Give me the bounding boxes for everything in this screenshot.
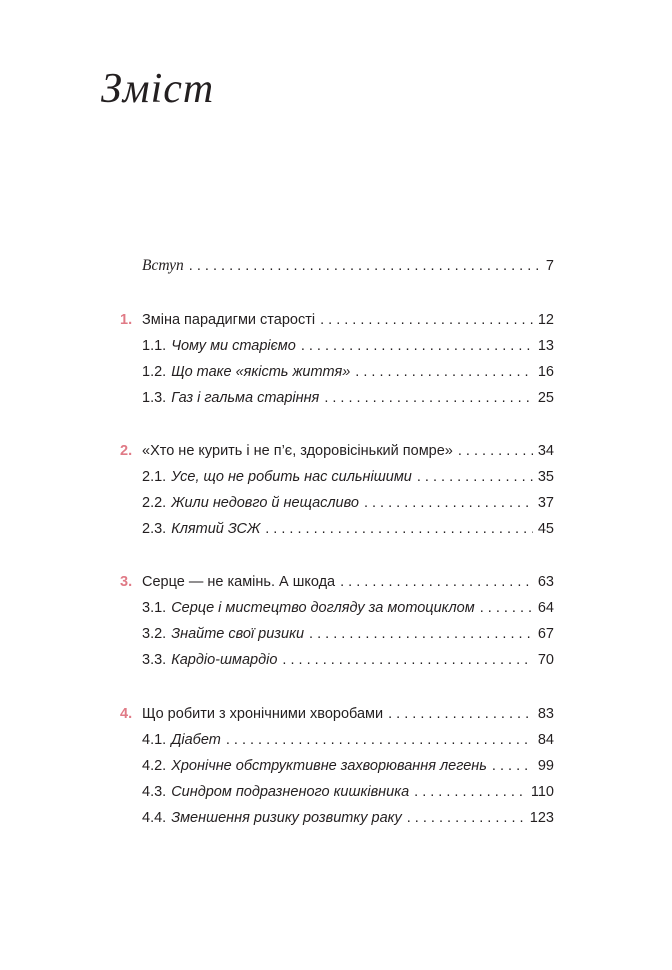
section-title: Серце і мистецтво догляду за мотоциклом xyxy=(171,600,475,616)
toc-leader-dots xyxy=(320,309,533,331)
toc-leader-dots xyxy=(407,807,525,829)
toc-leader-dots xyxy=(458,440,533,462)
toc-chapter-4[interactable] xyxy=(120,703,554,725)
toc-chapter-2[interactable] xyxy=(120,440,554,462)
toc-page-number: 70 xyxy=(537,652,554,668)
toc-section-2-2[interactable] xyxy=(120,492,554,514)
toc-entry-intro[interactable] xyxy=(120,255,554,277)
toc-section-3-3[interactable] xyxy=(120,649,554,671)
toc-section-4-2[interactable] xyxy=(120,755,554,777)
toc-leader-dots xyxy=(355,361,533,383)
section-title: Газ і гальма старіння xyxy=(171,390,320,406)
section-number: 2.2. xyxy=(142,495,167,511)
section-title: Що таке «якість життя» xyxy=(171,364,351,380)
toc-page-number: 7 xyxy=(545,258,554,274)
toc-page-number: 37 xyxy=(537,495,554,511)
section-title: Усе, що не робить нас сильнішими xyxy=(171,469,412,485)
toc-leader-dots xyxy=(265,518,533,540)
toc-leader-dots xyxy=(282,649,532,671)
toc-section-1-2[interactable] xyxy=(120,361,554,383)
toc-page-number: 16 xyxy=(537,364,554,380)
toc-leader-dots xyxy=(414,781,526,803)
section-number: 4.2. xyxy=(142,758,167,774)
section-number: 4.4. xyxy=(142,810,167,826)
toc-page-number: 123 xyxy=(529,810,554,826)
section-title: Жили недовго й нещасливо xyxy=(171,495,359,511)
chapter-number: 3. xyxy=(120,574,133,590)
section-title: Знайте свої ризики xyxy=(171,626,305,642)
section-number: 1.1. xyxy=(142,338,167,354)
page-title: Зміст xyxy=(101,66,215,112)
section-number: 4.1. xyxy=(142,732,167,748)
toc-page-number: 84 xyxy=(537,732,554,748)
toc-section-1-3[interactable] xyxy=(120,387,554,409)
toc-section-1-1[interactable] xyxy=(120,335,554,357)
toc-page-number: 64 xyxy=(537,600,554,616)
toc-section-4-3[interactable] xyxy=(120,781,554,803)
toc-section-4-1[interactable] xyxy=(120,729,554,751)
toc-page-number: 67 xyxy=(537,626,554,642)
toc-page-number: 83 xyxy=(537,706,554,722)
toc-page-number: 45 xyxy=(537,521,554,537)
section-title: Чому ми старіємо xyxy=(171,338,296,354)
toc-page-number: 35 xyxy=(537,469,554,485)
section-number: 3.2. xyxy=(142,626,167,642)
toc-section-3-1[interactable] xyxy=(120,597,554,619)
toc-leader-dots xyxy=(364,492,533,514)
toc-section-2-3[interactable] xyxy=(120,518,554,540)
toc-page-number: 110 xyxy=(530,784,554,800)
toc-page-number: 34 xyxy=(537,443,554,459)
toc-page-number: 12 xyxy=(537,312,554,328)
section-number: 1.2. xyxy=(142,364,167,380)
section-title: Діабет xyxy=(171,732,221,748)
toc-section-4-4[interactable] xyxy=(120,807,554,829)
toc-page-number: 99 xyxy=(537,758,554,774)
chapter-number: 4. xyxy=(120,706,133,722)
toc-leader-dots xyxy=(226,729,533,751)
toc-leader-dots xyxy=(388,703,533,725)
toc-chapter-1[interactable] xyxy=(120,309,554,331)
toc-section-3-2[interactable] xyxy=(120,623,554,645)
toc-chapter-3[interactable] xyxy=(120,571,554,593)
toc-page-number: 63 xyxy=(537,574,554,590)
chapter-title: Зміна парадигми старості xyxy=(142,312,316,328)
chapter-title: Що робити з хронічними хворобами xyxy=(142,706,384,722)
toc-leader-dots xyxy=(324,387,533,409)
section-title: Хронічне обструктивне захворювання легень xyxy=(171,758,487,774)
chapter-title: Серце — не камінь. А шкода xyxy=(142,574,336,590)
chapter-number: 1. xyxy=(120,312,133,328)
section-number: 1.3. xyxy=(142,390,167,406)
chapter-number: 2. xyxy=(120,443,133,459)
toc-section-2-1[interactable] xyxy=(120,466,554,488)
section-title: Синдром подразненого кишківника xyxy=(171,784,410,800)
toc-entry-title: Вступ xyxy=(142,257,184,274)
toc-leader-dots xyxy=(309,623,533,645)
toc-leader-dots xyxy=(301,335,533,357)
toc-page-number: 25 xyxy=(537,390,554,406)
section-number: 4.3. xyxy=(142,784,167,800)
section-title: Зменшення ризику розвитку раку xyxy=(171,810,402,826)
toc-leader-dots xyxy=(340,571,533,593)
toc-leader-dots xyxy=(189,255,541,277)
section-number: 3.1. xyxy=(142,600,167,616)
section-title: Клятий ЗСЖ xyxy=(171,521,261,537)
section-number: 2.3. xyxy=(142,521,167,537)
toc-leader-dots xyxy=(417,466,533,488)
toc-page-number: 13 xyxy=(537,338,554,354)
toc-leader-dots xyxy=(480,597,533,619)
section-title: Кардіо-шмардіо xyxy=(171,652,278,668)
chapter-title: «Хто не курить і не п’є, здоровісінький помре» xyxy=(142,443,453,459)
section-number: 2.1. xyxy=(142,469,167,485)
toc-leader-dots xyxy=(492,755,533,777)
section-number: 3.3. xyxy=(142,652,167,668)
